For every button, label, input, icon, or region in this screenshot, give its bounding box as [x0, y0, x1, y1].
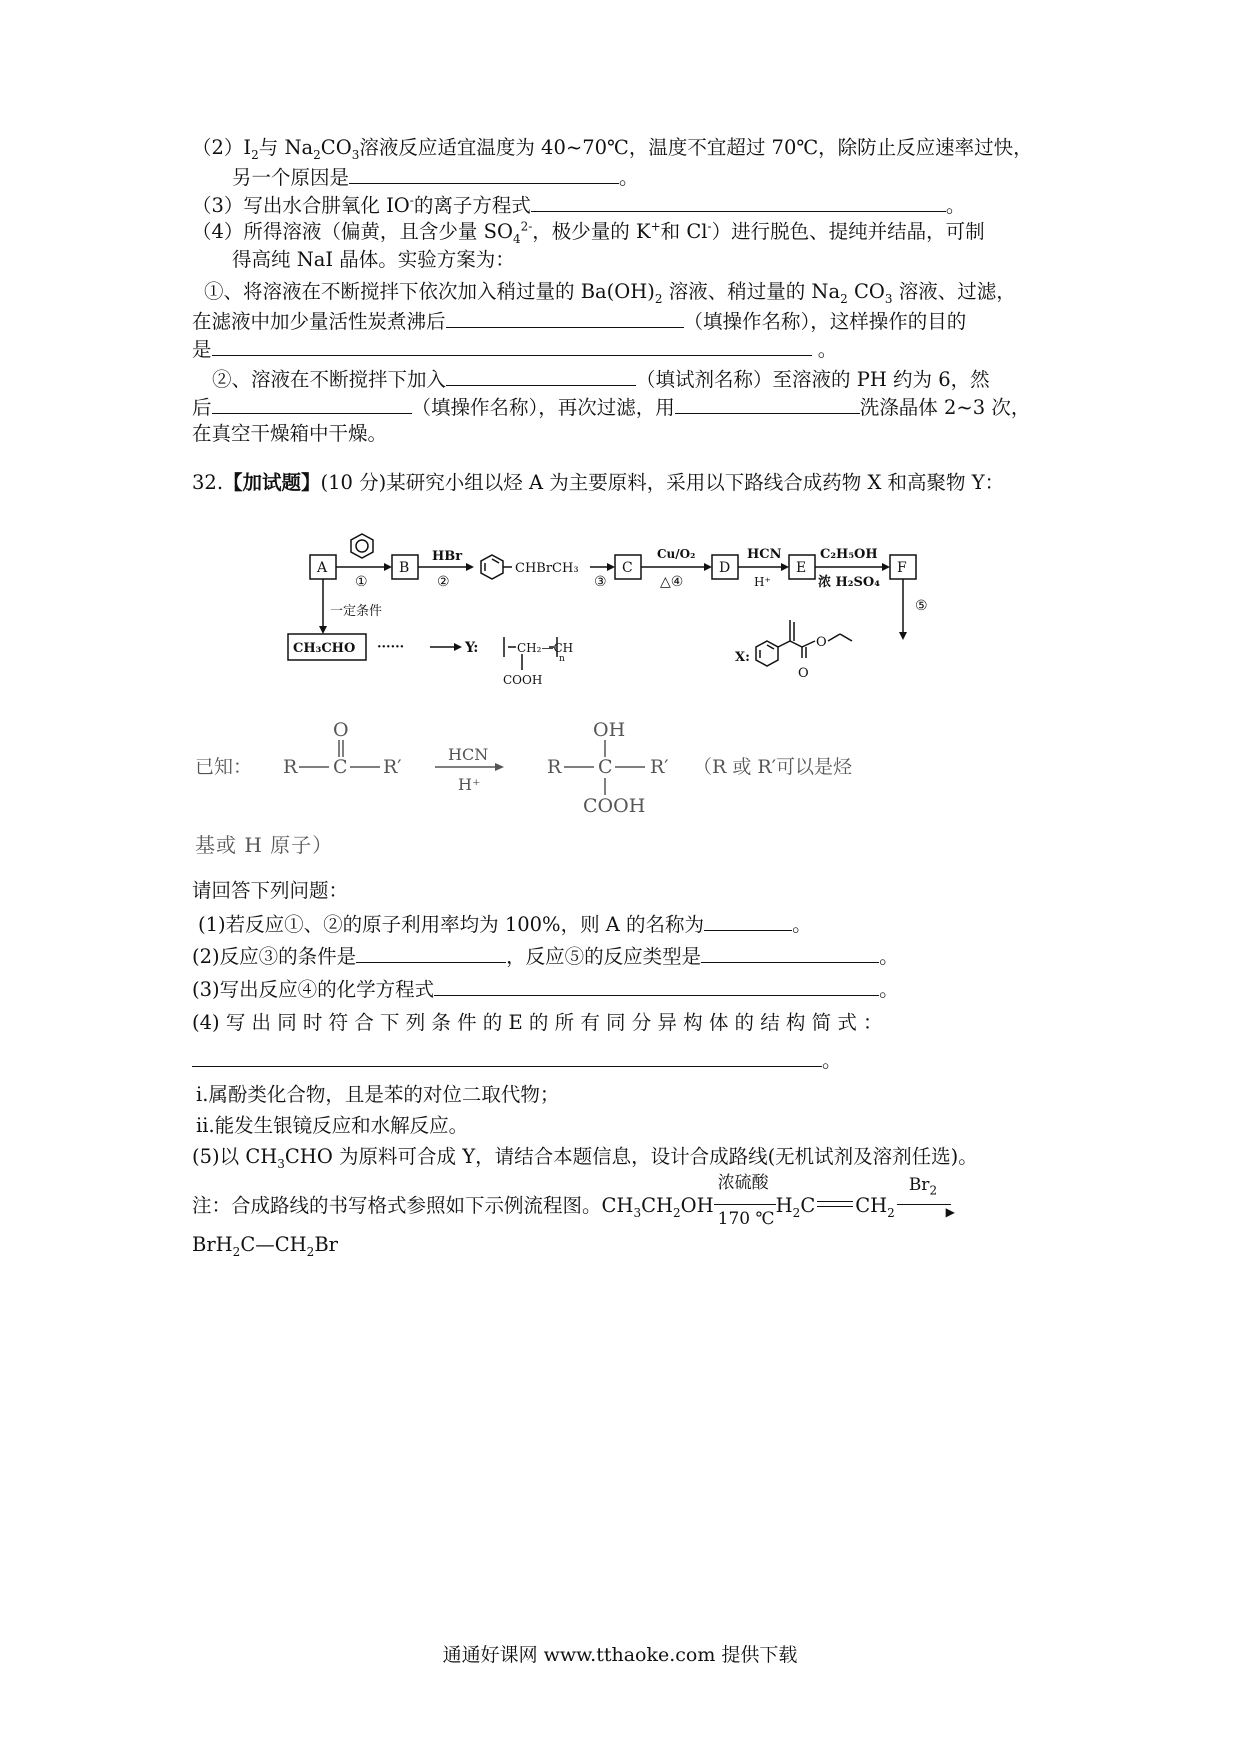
q31-step1-line3: 是 。	[192, 335, 837, 363]
y-label: Y:	[465, 640, 479, 656]
text: 。	[879, 945, 899, 968]
q32-4: (4) 写 出 同 时 符 合 下 列 条 件 的 E 的 所 有 同 分 异 构 体 的 结 构 简 式 ：	[192, 1011, 883, 1034]
text: ，反应⑤的反应类型是	[506, 945, 702, 968]
x-label: X:	[735, 650, 750, 665]
double-bond	[815, 1192, 855, 1212]
condition-2: ⅱ.能发生银镜反应和水解反应。	[196, 1114, 469, 1137]
text: 某研究小组以烃 A 为主要原料，采用以下路线合成药物 X 和高聚物 Y：	[386, 471, 1005, 494]
answer-blank[interactable]	[704, 910, 792, 931]
text: (5)以 CH	[192, 1145, 278, 1168]
text: CO	[320, 136, 352, 159]
text: C—CH	[240, 1233, 307, 1256]
label-b: B	[399, 560, 410, 576]
arrow-conc-sulfuric	[714, 1173, 776, 1229]
q31-part3: （3）写出水合肼氧化 IO-的离子方程式 。	[192, 191, 965, 219]
label-e: E	[796, 560, 807, 576]
text: 另一个原因是	[232, 166, 350, 189]
text: 与 Na	[258, 136, 314, 159]
step-2-label: ②	[437, 574, 450, 590]
text: (3)写出反应④的化学方程式	[192, 978, 435, 1001]
q31-step1-line1: ①、将溶液在不断搅拌下依次加入稍过量的 $Ba(OH)_2$ 溶液、稍过量的 $Na_2$ $CO_3$ 溶液、过滤，	[204, 280, 1016, 306]
label-c: C	[622, 560, 633, 576]
last-line: $BrH_2C—CH_2Br$	[192, 1233, 338, 1259]
q32-1	[198, 910, 812, 938]
known-label: 已知：	[195, 756, 253, 778]
hcn-label: HCN	[747, 547, 782, 562]
page-footer: 通通好课网 www.tthaoke.com 提供下载	[442, 1644, 798, 1666]
q31-step2-line1	[212, 365, 990, 393]
hbr-label: HBr	[432, 549, 463, 564]
known-cooh: COOH	[583, 795, 646, 817]
text: C	[800, 1194, 816, 1217]
known-hcn: HCN	[448, 745, 489, 764]
q31-step2-line3: 在真空干燥箱中干燥。	[192, 422, 388, 445]
text: BrH	[192, 1233, 233, 1256]
synthesis-scheme	[280, 530, 980, 700]
ch3cho-label: CH₃CHO	[293, 641, 356, 656]
superscript: -	[409, 193, 414, 208]
condition-1: ⅰ.属酚类化合物，且是苯的对位二取代物；	[196, 1083, 560, 1106]
q31-part2-line2: 另一个原因是 。	[232, 163, 639, 191]
text: 。	[792, 913, 812, 936]
known-c2: C	[598, 756, 613, 778]
text: ）进行脱色、提纯并结晶，可制	[711, 220, 985, 243]
question-score: (10 分)	[320, 471, 387, 494]
text: (2)反应③的条件是	[192, 945, 357, 968]
answer-blank[interactable]	[212, 335, 812, 356]
text: 溶液、过滤，	[892, 280, 1016, 303]
step-4-label: △④	[660, 574, 684, 590]
text: H	[775, 1194, 793, 1217]
known-r4: R′	[650, 756, 669, 778]
y-cooh-label: COOH	[503, 673, 543, 687]
answer-blank[interactable]	[349, 163, 619, 184]
known-reaction	[195, 720, 955, 820]
y-n-label: n	[559, 654, 565, 664]
q31-part2-line1: $(2)I_2$与 $Na_2CO_3$溶液反应适宜温度为 40~70℃，温度不宜超过 70℃，除防止反应速率过快，	[192, 136, 1033, 162]
answer-blank[interactable]	[356, 942, 506, 963]
step-5-label: ⑤	[915, 598, 928, 614]
q32-5: (5)以 $CH_3CHO$ 为原料可合成 Y，请结合本题信息，设计合成路线(无机试剂及溶剂任选)。	[192, 1145, 978, 1171]
q31-part4-line2: 得高纯 NaI 晶体。实验方案为：	[232, 248, 515, 271]
text: 的离子方程式	[413, 194, 531, 217]
arrow-br2: $Br_2$ ▶	[895, 1192, 955, 1212]
text: 和 Cl	[660, 220, 708, 243]
text: OH	[680, 1194, 714, 1217]
known-hplus: H⁺	[458, 775, 481, 794]
text: CH	[855, 1194, 888, 1217]
ethanol-label: C₂H₅OH	[820, 547, 878, 562]
q32-3	[192, 975, 899, 1003]
known-r1: R	[283, 756, 298, 778]
answer-blank[interactable]	[446, 365, 636, 386]
known-c1: C	[333, 756, 348, 778]
text: （填试剂名称）至溶液的 PH 约为 6，然	[636, 368, 990, 391]
acid-label: 浓 H₂SO₄	[818, 575, 880, 590]
q32-4-blank-line	[192, 1046, 842, 1074]
ask-line: 请回答下列问题：	[192, 879, 349, 902]
text: 注：合成路线的书写格式参照如下示例流程图。CH	[192, 1194, 634, 1217]
label-d: D	[719, 560, 731, 576]
text: 。	[822, 1049, 842, 1072]
answer-blank[interactable]	[446, 307, 684, 328]
condition-label: 一定条件	[330, 604, 383, 619]
text: （填操作名称），这样操作的目的	[683, 310, 967, 333]
text: 溶液反应适宜温度为 40~70℃，温度不宜超过 70℃，除防止反应速率过快，	[359, 136, 1033, 159]
text: ②、溶液在不断搅拌下加入	[212, 368, 447, 391]
text: ，极少量的 K	[532, 220, 651, 243]
intermediate-label: CHBrCH₃	[515, 561, 579, 576]
q32-header	[192, 470, 1004, 496]
x-o-ester: O	[816, 635, 827, 650]
question-number: 32.	[192, 471, 224, 494]
answer-blank[interactable]	[701, 942, 879, 963]
text: 是	[192, 338, 212, 361]
text: 溶液、稍过量的 Na	[662, 280, 841, 303]
arrow-top-label: 浓硫酸	[717, 1173, 769, 1193]
text: 在滤液中加少量活性炭煮沸后	[192, 310, 446, 333]
text: CH	[641, 1194, 674, 1217]
known-note-2: 基或 H 原子）	[195, 833, 334, 857]
text: (1)若反应①、②的原子利用率均为 100%，则 A 的名称为	[198, 913, 705, 936]
known-note: （R 或 R′可以是烃	[693, 756, 853, 778]
text: ①、将溶液在不断搅拌下依次加入稍过量的 Ba(OH)	[204, 280, 655, 303]
text: CO	[847, 280, 885, 303]
answer-blank[interactable]	[531, 191, 946, 212]
y-chain-label: CH₂—CH	[517, 641, 574, 655]
step-1-label: ①	[355, 574, 368, 590]
text: （3）写出水合肼氧化 IO	[192, 194, 410, 217]
text: （4）所得溶液（偏黄，且含少量 SO	[192, 220, 513, 243]
q31-step1-line2	[192, 307, 966, 335]
text: （2）I	[192, 136, 252, 159]
known-r3: R	[547, 756, 562, 778]
step-3-label: ③	[594, 574, 607, 590]
hplus-label: H⁺	[754, 575, 771, 589]
label-f: F	[897, 560, 907, 576]
text: 洗涤晶体 2~3 次，	[859, 396, 1031, 419]
answer-blank[interactable]	[212, 393, 412, 414]
q32-2	[192, 942, 899, 970]
known-oh: OH	[593, 720, 626, 741]
text: Br	[314, 1233, 338, 1256]
x-o-label: O	[798, 666, 809, 681]
arrow-line	[714, 1204, 776, 1205]
answer-blank[interactable]	[434, 975, 879, 996]
dots-label: ······	[377, 640, 405, 655]
q31-part4-line1: （4）所得溶液（偏黄，且含少量 $SO_4^{2-}$，极少量的 K+和 Cl-）进行脱色、提纯并结晶，可制	[192, 219, 985, 246]
arrow-bottom-label: 170 ℃	[717, 1209, 775, 1229]
text: 。	[879, 978, 899, 1001]
known-r2: R′	[383, 756, 402, 778]
text: （填操作名称），再次过滤，用	[411, 396, 675, 419]
cuo2-label: Cu/O₂	[657, 547, 696, 561]
arrow-br2-label: $Br_2$	[908, 1175, 938, 1198]
q31-step2-line2	[192, 393, 1030, 421]
text: 后	[192, 396, 212, 419]
label-a: A	[317, 560, 328, 576]
answer-blank[interactable]	[192, 1046, 822, 1067]
answer-blank[interactable]	[675, 393, 860, 414]
text: CHO 为原料可合成 Y，请结合本题信息，设计合成路线(无机试剂及溶剂任选)。	[284, 1145, 978, 1168]
note-line: 注：合成路线的书写格式参照如下示例流程图。$CH_3CH_2OH$ 浓硫酸 170 ℃ $H_2C$ $CH_2$ $Br_2$ ▶	[192, 1192, 955, 1219]
known-o: O	[333, 720, 349, 741]
question-tag: 【加试题】	[223, 471, 321, 494]
